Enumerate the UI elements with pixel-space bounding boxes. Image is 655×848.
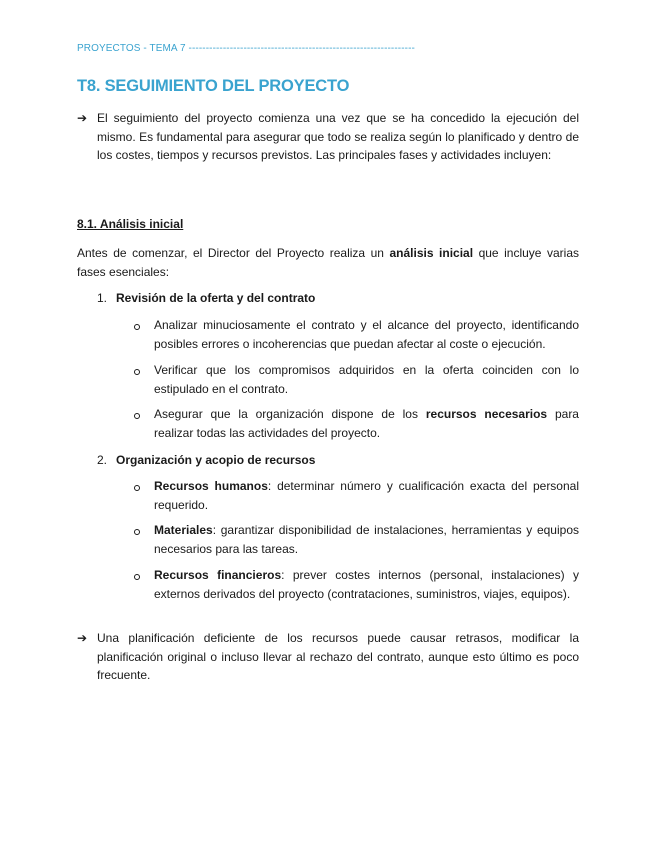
item-label: Revisión de la oferta y del contrato [116, 291, 316, 305]
intro-bold-term: análisis inicial [389, 246, 474, 260]
bullet-bold-term: recursos necesarios [425, 407, 548, 421]
bullet-text [154, 405, 579, 442]
item-number: 1. [97, 291, 108, 305]
bullet-bold-term: Recursos humanos [154, 479, 268, 493]
bullet-text-start: Asegurar que la organización dispone de los [154, 407, 426, 421]
section-heading: 8.1. Análisis inicial [77, 217, 184, 231]
intro-arrow-paragraph [77, 109, 579, 165]
list-item [154, 361, 579, 398]
bullet-text-end: para realizar todas las actividades del proyecto. [154, 407, 579, 440]
bullet-circle-icon [134, 324, 140, 330]
bullet-circle-icon [134, 485, 140, 491]
list-item [154, 316, 579, 353]
bullet-text-end: : garantizar disponibilidad de instalaciones, herramientas y equipos necesarios para las tareas. [154, 523, 579, 556]
bullet-text: Analizar minuciosamente el contrato y el alcance del proyecto, identificando posibles errores o incoherencias que puedan afectar al coste o ejecución. [154, 318, 579, 351]
bullet-text [154, 521, 579, 558]
bullet-text-end: : determinar número y cualificación exacta del personal requerido. [154, 479, 579, 512]
list-item [154, 521, 579, 558]
bullet-bold-term: Materiales [154, 523, 213, 537]
bullet-circle-icon [134, 413, 140, 419]
bullet-text [154, 477, 579, 514]
section-intro [77, 244, 579, 281]
list-item [154, 566, 579, 603]
bullet-circle-icon [134, 369, 140, 375]
bullet-text [154, 566, 579, 603]
item-label: Organización y acopio de recursos [116, 453, 316, 467]
list-item [154, 405, 579, 442]
bullet-bold-term: Recursos financieros [154, 568, 282, 582]
bullet-text: Verificar que los compromisos adquiridos en la oferta coinciden con lo estipulado en el contrato. [154, 363, 579, 396]
closing-arrow-paragraph [77, 629, 579, 685]
page-title: T8. SEGUIMIENTO DEL PROYECTO [77, 77, 350, 95]
bullet-circle-icon [134, 529, 140, 535]
bullet-text-end: : prever costes internos (personal, instalaciones) y externos derivados del proyecto (contrataciones, suministros, viajes, equipos). [154, 568, 579, 601]
running-header: PROYECTOS - TEMA 7 ------------------------------------------------------------------ [77, 43, 415, 54]
bullet-circle-icon [134, 574, 140, 580]
item-number: 2. [97, 453, 108, 467]
intro-text-start: Antes de comenzar, el Director del Proyecto realiza un [77, 246, 390, 260]
arrow-icon: ➔ [77, 631, 88, 645]
closing-arrow-text: Una planificación deficiente de los recursos puede causar retrasos, modificar la planificación original o incluso llevar al rechazo del contrato, aunque esto último es poco frecuente. [97, 631, 579, 682]
list-item [154, 477, 579, 514]
intro-text-end: que incluye varias fases esenciales: [77, 246, 580, 279]
intro-arrow-text: El seguimiento del proyecto comienza una vez que se ha concedido la ejecución del mismo. Es fundamental para asegurar que todo se realiza según lo planificado y dentro de los costes, tiempos y recursos previstos. Las principales fases y actividades incluyen: [97, 111, 579, 162]
arrow-icon: ➔ [77, 111, 88, 125]
